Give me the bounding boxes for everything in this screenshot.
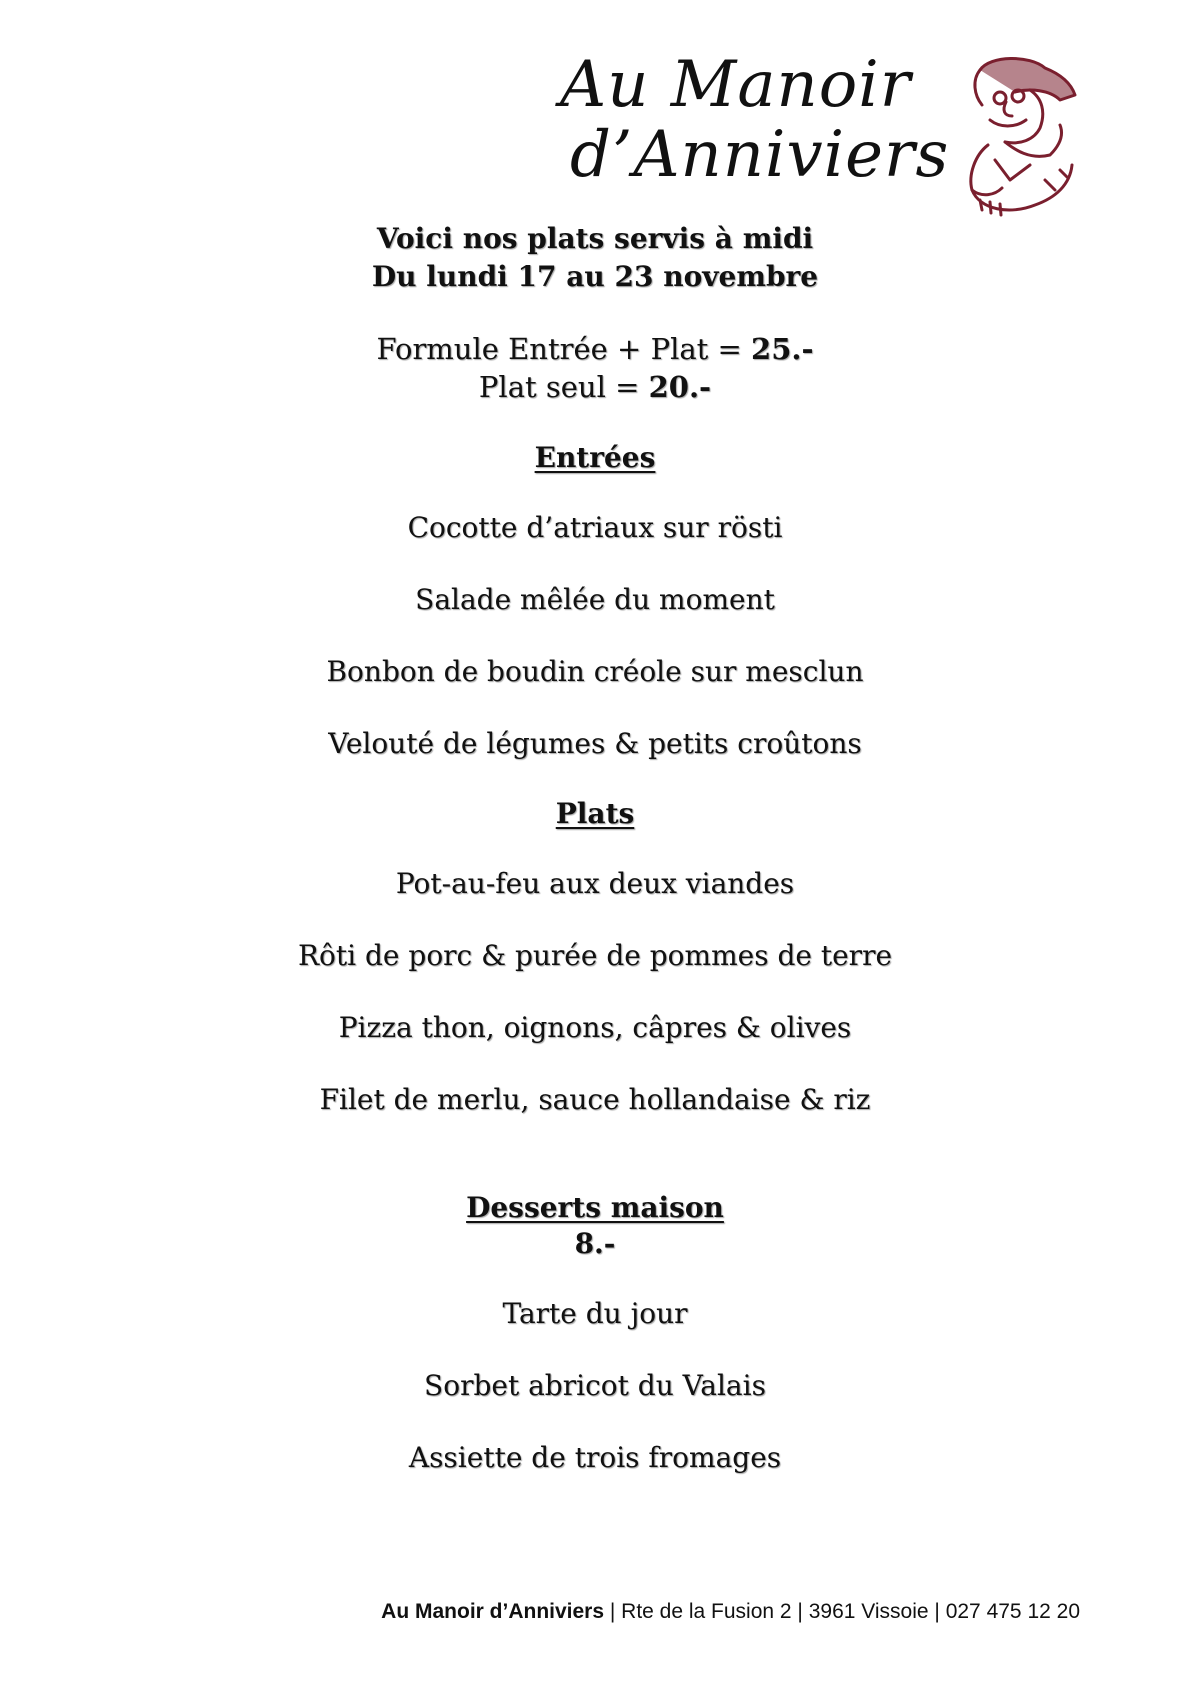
single-price: 20.- <box>648 370 712 404</box>
price-formula <box>0 330 1190 406</box>
entree-item: Bonbon de boudin créole sur mesclun <box>326 655 864 688</box>
combo-label: Formule Entrée + Plat = <box>376 332 752 366</box>
entree-item: Cocotte d’atriaux sur rösti <box>407 511 783 544</box>
plats-title: Plats <box>555 797 635 830</box>
dessert-item: Tarte du jour <box>502 1297 688 1330</box>
menu-content <box>0 220 1190 1476</box>
entree-item: Salade mêlée du moment <box>415 583 775 616</box>
plat-item: Rôti de porc & purée de pommes de terre <box>297 939 893 972</box>
plat-item: Pizza thon, oignons, câpres & olives <box>338 1011 852 1044</box>
entree-item: Velouté de légumes & petits croûtons <box>328 727 862 760</box>
plat-item: Pot-au-feu aux deux viandes <box>395 867 795 900</box>
logo-line-2: d’Anniviers <box>570 118 950 192</box>
combo-price: 25.- <box>751 332 814 366</box>
single-price-line <box>0 368 1190 406</box>
mascot-chef-icon <box>960 50 1090 220</box>
footer-name: Au Manoir d’Anniviers <box>381 1600 605 1623</box>
desserts-price: 8.- <box>574 1227 616 1260</box>
logo-wordmark <box>560 48 950 192</box>
footer-address: | Rte de la Fusion 2 | 3961 Vissoie | 027 475 12 20 <box>604 1600 1080 1623</box>
single-label: Plat seul = <box>478 370 649 404</box>
combo-price-line <box>0 330 1190 368</box>
footer-contact <box>381 1600 1080 1624</box>
entrees-title: Entrées <box>534 441 656 474</box>
logo-line-1: Au Manoir <box>560 48 912 122</box>
menu-heading-line-2: Du lundi 17 au 23 novembre <box>371 260 819 293</box>
plat-item: Filet de merlu, sauce hollandaise & riz <box>319 1083 871 1116</box>
dessert-item: Sorbet abricot du Valais <box>424 1369 766 1402</box>
dessert-item: Assiette de trois fromages <box>408 1441 782 1474</box>
desserts-title: Desserts maison <box>466 1191 724 1224</box>
menu-heading-line-1: Voici nos plats servis à midi <box>376 222 814 255</box>
